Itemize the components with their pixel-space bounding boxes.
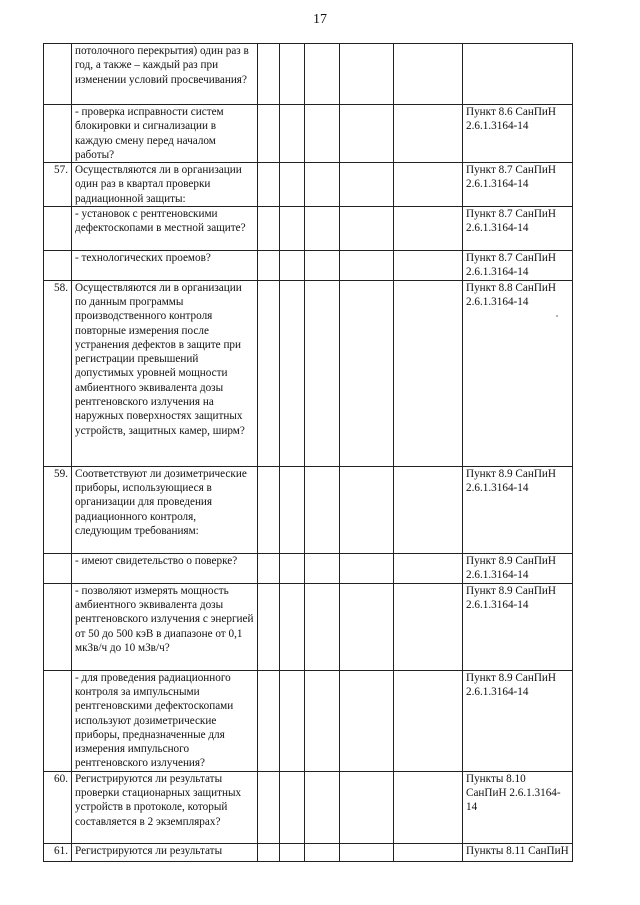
table-row bbox=[44, 466, 573, 553]
answer-cell bbox=[340, 553, 394, 583]
answer-cell bbox=[258, 207, 280, 251]
row-number bbox=[44, 105, 72, 163]
answer-cell bbox=[305, 771, 340, 843]
question-text: - проверка исправности систем блокировки и сигнализации в каждую смену перед началом работы? bbox=[72, 105, 258, 163]
row-number bbox=[44, 251, 72, 281]
answer-cell bbox=[340, 771, 394, 843]
answer-cell bbox=[340, 583, 394, 670]
answer-cell bbox=[340, 44, 394, 105]
answer-cell bbox=[258, 553, 280, 583]
table-row bbox=[44, 843, 573, 861]
answer-cell bbox=[305, 553, 340, 583]
answer-cell bbox=[258, 843, 280, 861]
answer-cell bbox=[280, 670, 305, 771]
table-row bbox=[44, 207, 573, 251]
table-row bbox=[44, 583, 573, 670]
answer-cell bbox=[340, 251, 394, 281]
table-row bbox=[44, 553, 573, 583]
table-row bbox=[44, 163, 573, 207]
answer-cell bbox=[258, 583, 280, 670]
answer-cell bbox=[394, 44, 463, 105]
answer-cell bbox=[280, 771, 305, 843]
answer-cell bbox=[340, 466, 394, 553]
checklist-table bbox=[43, 43, 573, 862]
reference-text: Пункты 8.11 СанПиН bbox=[463, 843, 573, 861]
answer-cell bbox=[305, 670, 340, 771]
reference-text: Пункт 8.9 СанПиН 2.6.1.3164-14 bbox=[463, 466, 573, 553]
answer-cell bbox=[394, 280, 463, 466]
answer-cell bbox=[340, 207, 394, 251]
reference-text: Пункт 8.7 СанПиН 2.6.1.3164-14 bbox=[463, 207, 573, 251]
question-text: - для проведения радиационного контроля за импульсными рентгеновскими дефектоскопами используют дозиметрические приборы, предназначенные для измерения импульсного рентгеновского излучения? bbox=[72, 670, 258, 771]
answer-cell bbox=[258, 163, 280, 207]
question-text: Осуществляются ли в организации один раз в квартал проверки радиационной защиты: bbox=[72, 163, 258, 207]
answer-cell bbox=[280, 163, 305, 207]
reference-text: Пункты 8.10 СанПиН 2.6.1.3164-14 bbox=[463, 771, 573, 843]
answer-cell bbox=[280, 553, 305, 583]
answer-cell bbox=[280, 583, 305, 670]
answer-cell bbox=[280, 44, 305, 105]
scan-speck bbox=[556, 315, 558, 317]
answer-cell bbox=[394, 251, 463, 281]
reference-text: Пункт 8.6 СанПиН 2.6.1.3164-14 bbox=[463, 105, 573, 163]
answer-cell bbox=[280, 280, 305, 466]
answer-cell bbox=[280, 843, 305, 861]
answer-cell bbox=[305, 207, 340, 251]
question-text: - установок с рентгеновскими дефектоскопами в местной защите? bbox=[72, 207, 258, 251]
reference-text: Пункт 8.7 СанПиН 2.6.1.3164-14 bbox=[463, 251, 573, 281]
row-number bbox=[44, 583, 72, 670]
answer-cell bbox=[305, 280, 340, 466]
answer-cell bbox=[305, 583, 340, 670]
answer-cell bbox=[340, 280, 394, 466]
answer-cell bbox=[258, 670, 280, 771]
question-text: - имеют свидетельство о поверке? bbox=[72, 553, 258, 583]
question-text: потолочного перекрытия) один раз в год, а также – каждый раз при изменении условий просвечивания? bbox=[72, 44, 258, 105]
answer-cell bbox=[258, 466, 280, 553]
table-row bbox=[44, 44, 573, 105]
row-number bbox=[44, 44, 72, 105]
question-text: Регистрируются ли результаты bbox=[72, 843, 258, 861]
answer-cell bbox=[394, 771, 463, 843]
reference-cell bbox=[463, 280, 573, 466]
answer-cell bbox=[394, 553, 463, 583]
answer-cell bbox=[394, 466, 463, 553]
question-text: - технологических проемов? bbox=[72, 251, 258, 281]
reference-text: Пункт 8.7 СанПиН 2.6.1.3164-14 bbox=[463, 163, 573, 207]
answer-cell bbox=[340, 105, 394, 163]
answer-cell bbox=[280, 466, 305, 553]
answer-cell bbox=[394, 843, 463, 861]
answer-cell bbox=[394, 207, 463, 251]
reference-text: Пункт 8.9 СанПиН 2.6.1.3164-14 bbox=[463, 583, 573, 670]
reference-text: Пункт 8.8 СанПиН 2.6.1.3164-14 bbox=[466, 281, 556, 308]
table-row bbox=[44, 105, 573, 163]
question-text: Регистрируются ли результаты проверки стационарных защитных устройств в протоколе, который составляется в 2 экземплярах? bbox=[72, 771, 258, 843]
answer-cell bbox=[305, 105, 340, 163]
table-row bbox=[44, 251, 573, 281]
answer-cell bbox=[305, 843, 340, 861]
reference-text: Пункт 8.9 СанПиН 2.6.1.3164-14 bbox=[463, 670, 573, 771]
answer-cell bbox=[340, 163, 394, 207]
answer-cell bbox=[280, 105, 305, 163]
row-number: 58. bbox=[44, 280, 72, 466]
answer-cell bbox=[305, 466, 340, 553]
table-row bbox=[44, 280, 573, 466]
question-text: Осуществляются ли в организации по данным программы производственного контроля повторные измерения после устранения дефектов в защите при регистрации превышений допустимых уровней мощности амбиентного эквивалента дозы рентгеновского излучения на наружных поверхностях защитных устройств, защитных камер, ширм? bbox=[72, 280, 258, 466]
row-number: 60. bbox=[44, 771, 72, 843]
answer-cell bbox=[340, 670, 394, 771]
row-number bbox=[44, 670, 72, 771]
answer-cell bbox=[305, 163, 340, 207]
answer-cell bbox=[258, 280, 280, 466]
row-number: 61. bbox=[44, 843, 72, 861]
page-number: 17 bbox=[313, 12, 327, 27]
answer-cell bbox=[305, 44, 340, 105]
question-text: Соответствуют ли дозиметрические приборы, использующиеся в организации для проведения радиационного контроля, следующим требованиям: bbox=[72, 466, 258, 553]
question-text: - позволяют измерять мощность амбиентного эквивалента дозы рентгеновского излучения с энергией от 50 до 500 кэВ в диапазоне от 0,1 мкЗв/ч до 10 мЗв/ч? bbox=[72, 583, 258, 670]
answer-cell bbox=[258, 105, 280, 163]
answer-cell bbox=[258, 771, 280, 843]
table-row bbox=[44, 771, 573, 843]
answer-cell bbox=[305, 251, 340, 281]
answer-cell bbox=[394, 163, 463, 207]
row-number bbox=[44, 207, 72, 251]
answer-cell bbox=[394, 105, 463, 163]
answer-cell bbox=[258, 251, 280, 281]
answer-cell bbox=[280, 251, 305, 281]
answer-cell bbox=[340, 843, 394, 861]
answer-cell bbox=[394, 583, 463, 670]
reference-text: Пункт 8.9 СанПиН 2.6.1.3164-14 bbox=[463, 553, 573, 583]
reference-text bbox=[463, 44, 573, 105]
answer-cell bbox=[280, 207, 305, 251]
row-number: 57. bbox=[44, 163, 72, 207]
row-number bbox=[44, 553, 72, 583]
table-row bbox=[44, 670, 573, 771]
answer-cell bbox=[394, 670, 463, 771]
answer-cell bbox=[258, 44, 280, 105]
row-number: 59. bbox=[44, 466, 72, 553]
